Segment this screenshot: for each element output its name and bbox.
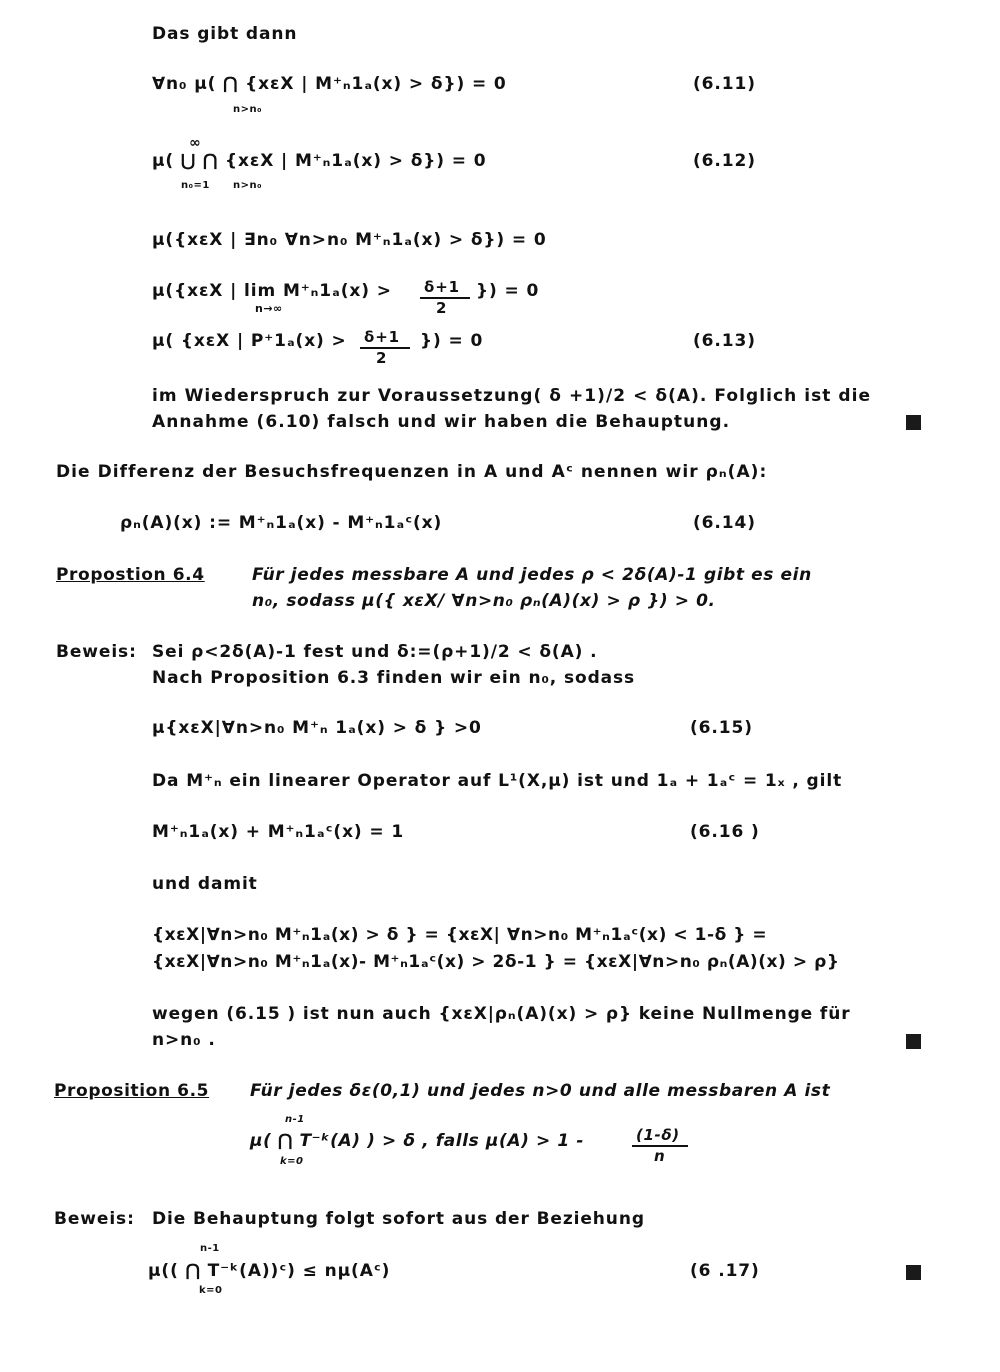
limit-subscript: n→∞ (255, 302, 283, 315)
paragraph-line-1: im Wiederspruch zur Voraussetzung( δ +1)/2 < δ(A). Folglich ist die (152, 386, 872, 406)
equation-6-13: μ( {xεX | P⁺1ₐ(x) > (152, 331, 347, 351)
proposition-6-5-formula: μ( ⋂ T⁻ᵏ(A) ) > δ , falls μ(A) > 1 - (250, 1131, 584, 1151)
paragraph-line-2: Annahme (6.10) falsch und wir haben die Behauptung. (152, 412, 731, 432)
equation-limit-tail: }) = 0 (476, 281, 540, 301)
equation-number-6-17: (6 .17) (690, 1261, 760, 1281)
equation-6-12-subscript-2: n>n₀ (233, 180, 262, 191)
equation-number-6-11: (6.11) (693, 74, 756, 94)
fraction-numerator-6-13: δ+1 (364, 328, 401, 346)
intro-text: Das gibt dann (152, 24, 298, 44)
proposition-6-5-subscript: k=0 (280, 1156, 304, 1167)
proposition-6-4-line-1: Für jedes messbare A und jedes ρ < 2δ(A)-1 gibt es ein (252, 565, 812, 585)
equation-limit: μ({xεX | lim M⁺ₙ1ₐ(x) > (152, 281, 392, 301)
equation-6-11: ∀n₀ μ( ⋂ {xεX | M⁺ₙ1ₐ(x) > δ}) = 0 (152, 74, 507, 94)
proof-2-line-1: Die Behauptung folgt sofort aus der Beziehung (152, 1209, 645, 1229)
qed-square-icon (906, 1034, 921, 1049)
equation-6-17-subscript: k=0 (199, 1285, 223, 1296)
proof-label: Beweis: (56, 642, 137, 662)
proposition-6-4-label: Propostion 6.4 (56, 565, 205, 585)
proposition-6-5-superscript: n-1 (285, 1114, 305, 1125)
proposition-6-5-line-1: Für jedes δε(0,1) und jedes n>0 und alle messbaren A ist (250, 1081, 831, 1101)
equation-6-17-superscript: n-1 (200, 1243, 220, 1254)
equation-6-15: μ{xεX|∀n>n₀ M⁺ₙ 1ₐ(x) > δ } >0 (152, 718, 482, 738)
paragraph-difference: Die Differenz der Besuchsfrequenzen in A und Aᶜ nennen wir ρₙ(A): (56, 462, 768, 482)
proof-line-6: n>n₀ . (152, 1030, 216, 1050)
equation-number-6-15: (6.15) (690, 718, 753, 738)
proposition-6-5-fraction-denominator: n (654, 1147, 666, 1165)
proposition-6-5-label: Proposition 6.5 (54, 1081, 210, 1101)
proof-2-label: Beweis: (54, 1209, 135, 1229)
equation-6-13-tail: }) = 0 (420, 331, 484, 351)
equation-6-14: ρₙ(A)(x) := M⁺ₙ1ₐ(x) - M⁺ₙ1ₐᶜ(x) (120, 513, 443, 533)
equation-6-12-superscript: ∞ (189, 135, 202, 151)
qed-square-icon (906, 1265, 921, 1280)
proof-line-4: und damit (152, 874, 258, 894)
equation-6-11-subscript: n>n₀ (233, 104, 262, 115)
equation-6-12: μ( ⋃ ⋂ {xεX | M⁺ₙ1ₐ(x) > δ}) = 0 (152, 151, 487, 171)
equation-number-6-12: (6.12) (693, 151, 756, 171)
fraction-numerator: δ+1 (424, 278, 461, 296)
fraction-denominator: 2 (436, 299, 448, 317)
proof-line-1: Sei ρ<2δ(A)-1 fest und δ:=(ρ+1)/2 < δ(A) . (152, 642, 598, 662)
proposition-6-4-line-2: n₀, sodass μ({ xεX/ ∀n>n₀ ρₙ(A)(x) > ρ }) > 0. (252, 591, 716, 611)
equation-6-16: M⁺ₙ1ₐ(x) + M⁺ₙ1ₐᶜ(x) = 1 (152, 822, 405, 842)
equation-chain-1: {xεX|∀n>n₀ M⁺ₙ1ₐ(x) > δ } = {xεX| ∀n>n₀ M⁺ₙ1ₐᶜ(x) < 1-δ } = (152, 925, 768, 945)
equation-number-6-13: (6.13) (693, 331, 756, 351)
equation-exists: μ({xεX | ∃n₀ ∀n>n₀ M⁺ₙ1ₐ(x) > δ}) = 0 (152, 230, 547, 250)
equation-6-12-subscript-1: n₀=1 (181, 180, 210, 191)
equation-6-17: μ(( ⋂ T⁻ᵏ(A))ᶜ) ≤ nμ(Aᶜ) (148, 1261, 391, 1281)
equation-number-6-16: (6.16 ) (690, 822, 760, 842)
proof-line-5: wegen (6.15 ) ist nun auch {xεX|ρₙ(A)(x) > ρ} keine Nullmenge für (152, 1004, 851, 1024)
qed-square-icon (906, 415, 921, 430)
fraction-denominator-6-13: 2 (376, 349, 388, 367)
proposition-6-5-fraction-numerator: (1-δ) (636, 1126, 680, 1144)
proof-line-3: Da M⁺ₙ ein linearer Operator auf L¹(X,μ) ist und 1ₐ + 1ₐᶜ = 1ₓ , gilt (152, 771, 843, 791)
equation-number-6-14: (6.14) (693, 513, 756, 533)
equation-chain-2: {xεX|∀n>n₀ M⁺ₙ1ₐ(x)- M⁺ₙ1ₐᶜ(x) > 2δ-1 } = {xεX|∀n>n₀ ρₙ(A)(x) > ρ} (152, 952, 840, 972)
proof-line-2: Nach Proposition 6.3 finden wir ein n₀, sodass (152, 668, 636, 688)
